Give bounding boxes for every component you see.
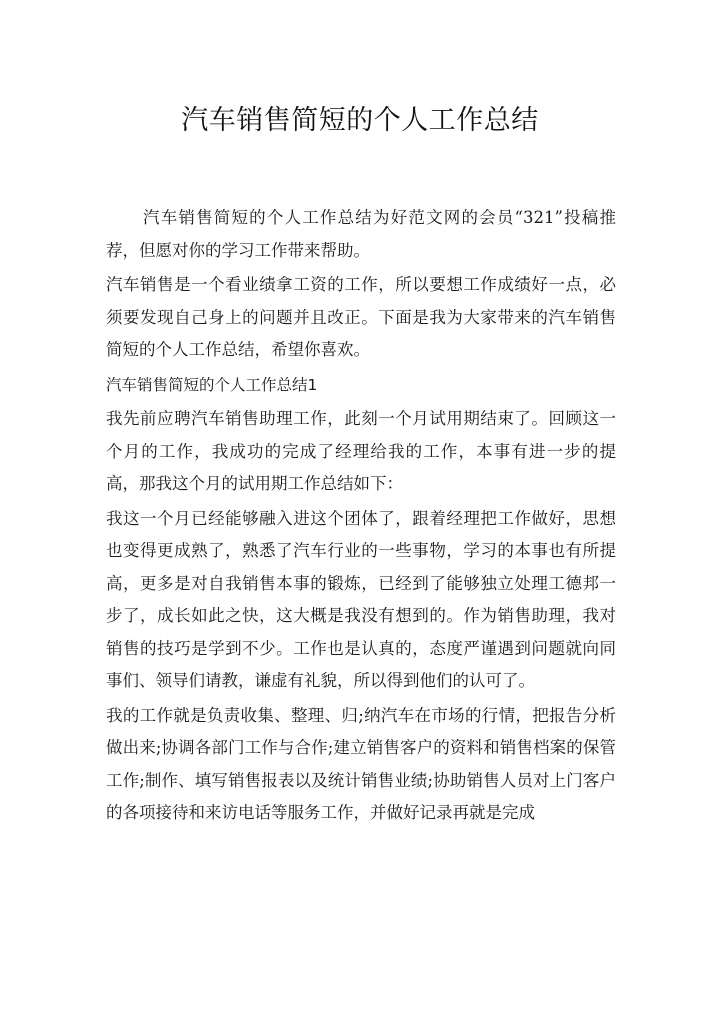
- paragraph-body: 我先前应聘汽车销售助理工作，此刻一个月试用期结束了。回顾这一个月的工作，我成功的完成了经理给我的工作，本事有进一步的提高，那我这个月的试用期工作总结如下：: [106, 409, 616, 493]
- document-body: [106, 202, 616, 832]
- document-title: 汽车销售简短的个人工作总结: [181, 105, 539, 136]
- paragraph-summary: 汽车销售是一个看业绩拿工资的工作，所以要想工作成绩好一点，必须要发现自己身上的问题并且改正。下面是我为大家带来的汽车销售简短的个人工作总结，希望你喜欢。: [106, 275, 616, 359]
- paragraph-body: 我这一个月已经能够融入进这个团体了，跟着经理把工作做好，思想也变得更成熟了，熟悉了汽车行业的一些事物，学习的本事也有所提高，更多是对自我销售本事的锻炼，已经到了能够独立处理工德邦一步了，成长如此之快，这大概是我没有想到的。作为销售助理，我对销售的技巧是学到不少。工作也是认真的，态度严谨遇到问题就向同事们、领导们请教，谦虚有礼貌，所以得到他们的认可了。: [106, 508, 616, 690]
- section-heading: 汽车销售简短的个人工作总结1: [106, 375, 318, 394]
- paragraph-body: 我的工作就是负责收集、整理、归;纳汽车在市场的行情，把报告分析做出来;协调各部门工作与合作;建立销售客户的资料和销售档案的保管工作;制作、填写销售报表以及统计销售业绩;协助销售人员对上门客户的各项接待和来访电话等服务工作，并做好记录再就是完成: [106, 705, 616, 822]
- paragraph-intro: 汽车销售简短的个人工作总结为好范文网的会员“321”投稿推荐，但愿对你的学习工作带来帮助。: [106, 208, 616, 260]
